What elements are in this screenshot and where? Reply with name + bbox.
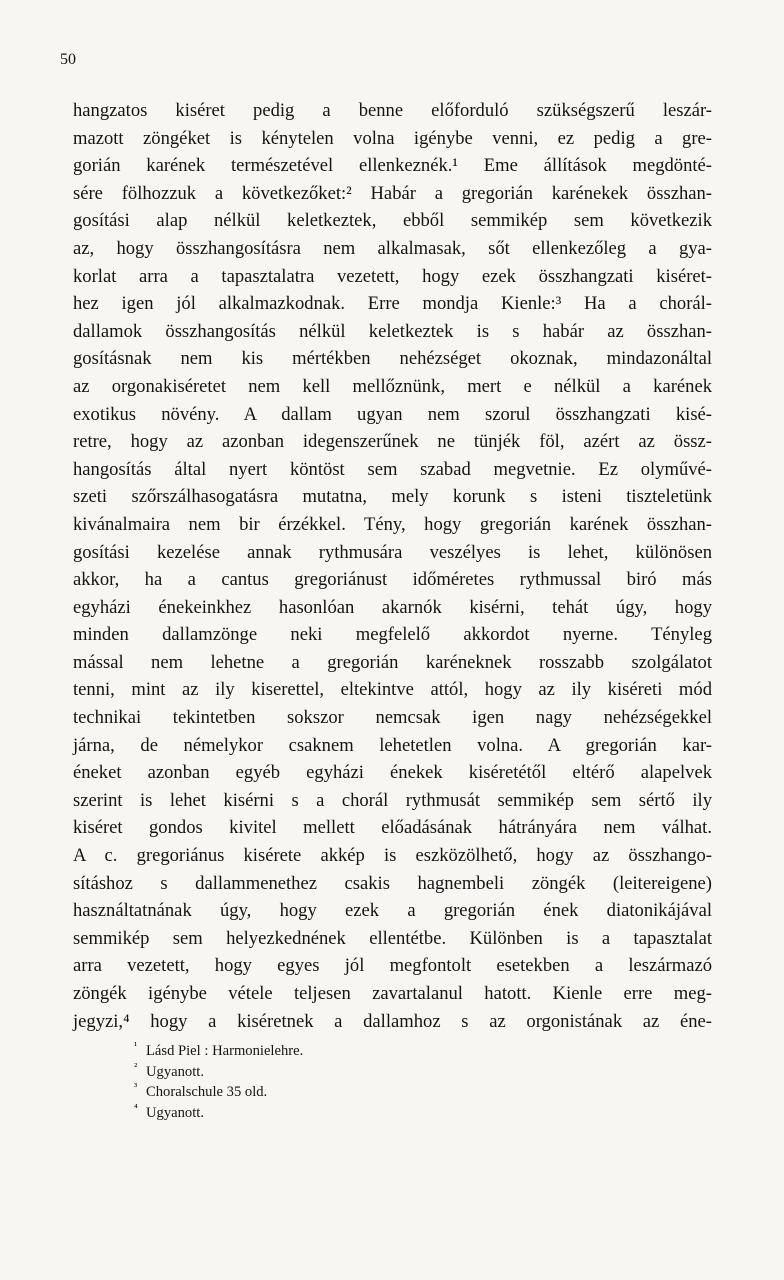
text-line: hangzatos kiséret pedig a benne előforduló szükségszerű leszár- — [73, 100, 712, 121]
text-line: dallamok összhangosítás nélkül keletkeztek is s habár az összhan- — [73, 320, 712, 342]
text-line: mással nem lehetne a gregorián karéneknek rosszabb szolgálatot — [73, 651, 712, 673]
text-line: technikai tekintetben sokszor nemcsak igen nagy nehézségekkel — [73, 707, 712, 729]
footnote-text: Choralschule 35 old. — [146, 1084, 268, 1101]
text-line: sításhoz s dallammenethez csakis hagnembeli zöngék (leitereigene) — [73, 872, 712, 894]
text-line: semmikép sem helyezkednének ellentétbe. Különben is a tapasztalat — [73, 927, 712, 949]
text-line: szeti szőrszálhasogatásra mutatna, mely korunk s isteni tiszteletünk — [73, 486, 712, 508]
footnotes — [134, 1041, 303, 1123]
footnote-text: Ugyanott. — [146, 1063, 204, 1080]
text-line: korlat arra a tapasztalatra vezetett, hogy ezek összhangzati kiséret- — [73, 265, 712, 287]
text-line: hangosítás által nyert köntöst sem szabad megvetnie. Ez olyművé- — [73, 458, 712, 480]
text-line: gorián karének természetével ellenkeznék.¹ Eme állítások megdönté- — [73, 155, 712, 177]
footnote: ⁴ Ugyanott. — [134, 1101, 204, 1121]
footnote-text: Ugyanott. — [146, 1104, 204, 1121]
text-line: minden dallamzönge neki megfelelő akkordot nyerne. Tényleg — [73, 624, 712, 646]
text-line: zöngék igénybe vétele teljesen zavartalanul hatott. Kienle erre meg- — [73, 983, 712, 1004]
text-line: retre, hogy az azonban idegenszerűnek ne tünjék föl, azért az össz- — [73, 431, 712, 453]
footnote-text: Lásd Piel : Harmonielehre. — [146, 1043, 304, 1059]
text-line: kivánalmaira nem bir érzékkel. Tény, hogy gregorián karének összhan- — [73, 513, 712, 535]
text-line: gosítási alap nélkül keletkeztek, ebből semmikép sem következik — [73, 210, 712, 232]
text-line: egyházi énekeinkhez hasonlóan akarnók kisérni, tehát úgy, hogy — [73, 596, 712, 618]
text-line: gosítási kezelése annak rythmusára veszélyes is lehet, különösen — [73, 541, 712, 563]
text-line: járna, de némelykor csaknem lehetetlen volna. A gregorián kar- — [73, 734, 712, 756]
text-line: használtatnának úgy, hogy ezek a gregorián ének diatonikájával — [73, 900, 712, 922]
footnote: ¹ Lásd Piel : Harmonielehre. — [134, 1040, 304, 1059]
text-line: hez igen jól alkalmazkodnak. Erre mondja Kienle:³ Ha a chorál- — [73, 293, 712, 315]
text-line: exotikus növény. A dallam ugyan nem szorul összhangzati kisé- — [73, 403, 712, 425]
footnote: ³ Choralschule 35 old. — [134, 1081, 268, 1101]
text-line: sére fölhozzuk a következőket:² Habár a gregorián karénekek összhan- — [73, 182, 712, 204]
text-line: A c. gregoriánus kisérete akkép is eszközölhető, hogy az összhango- — [73, 845, 712, 867]
text-line: az orgonakiséretet nem kell mellőznünk, mert e nélkül a karének — [73, 375, 712, 397]
text-line: gosításnak nem kis mértékben nehézséget okoznak, mindazonáltal — [73, 348, 712, 370]
footnote: ² Ugyanott. — [134, 1060, 204, 1080]
text-line: éneket azonban egyéb egyházi énekek kiséretétől eltérő alapelvek — [73, 762, 712, 784]
text-line: mazott zöngéket is kénytelen volna igénybe venni, ez pedig a gre- — [73, 127, 712, 149]
text-line: szerint is lehet kisérni s a chorál rythmusát semmikép sem sértő ily — [73, 789, 712, 811]
text-line: tenni, mint az ily kiserettel, eltekintve attól, hogy az ily kiséreti mód — [73, 679, 712, 701]
text-line: az, hogy összhangosításra nem alkalmasak, sőt ellenkezőleg a gya- — [73, 237, 712, 259]
text-line: kiséret gondos kivitel mellett előadásának hátrányára nem válhat. — [73, 817, 712, 839]
body-text — [73, 97, 712, 1035]
text-line: akkor, ha a cantus gregoriánust időméretes rythmussal biró más — [73, 569, 712, 591]
text-line: arra vezetett, hogy egyes jól megfontolt esetekben a leszármazó — [73, 955, 712, 977]
page-number: 50 — [60, 51, 76, 68]
text-line: jegyzi,⁴ hogy a kiséretnek a dallamhoz s az orgonistának az éne- — [73, 1010, 712, 1032]
